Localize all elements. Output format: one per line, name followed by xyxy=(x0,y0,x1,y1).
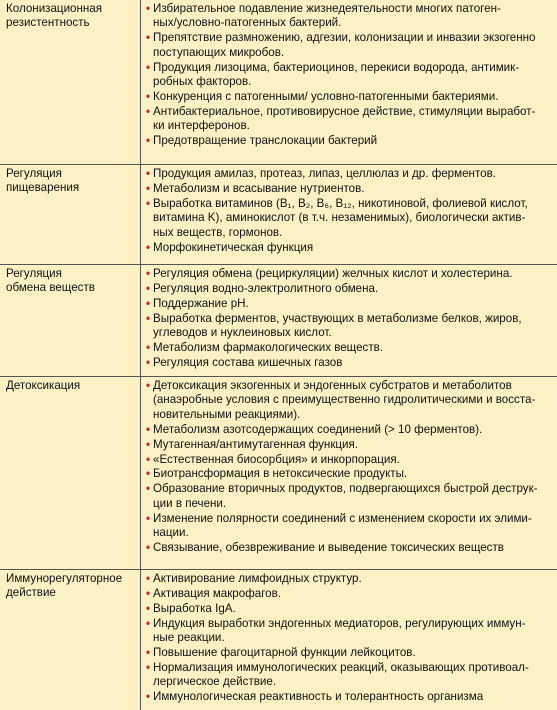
bullet-icon: • xyxy=(146,31,151,45)
bullet-icon: • xyxy=(146,616,151,630)
list-item: • Активация макрофагов. xyxy=(146,586,281,600)
column-divider xyxy=(140,570,141,710)
function-name: Колонизационная резистентность xyxy=(6,2,103,30)
bullet-icon: • xyxy=(146,267,151,280)
bullet-icon: • xyxy=(146,89,151,103)
bullet-icon: • xyxy=(146,281,151,295)
effects-list xyxy=(146,2,555,149)
bullet-icon: • xyxy=(146,586,151,600)
table-row-immunoregulatory xyxy=(0,569,557,710)
bullet-icon: • xyxy=(146,181,151,195)
bullet-icon: • xyxy=(146,422,151,436)
bullet-icon: • xyxy=(146,690,151,704)
bullet-icon: • xyxy=(146,296,151,310)
effects-list xyxy=(146,572,555,705)
list-item: • Иммунологическая реактивность и толерантность организма xyxy=(146,690,484,704)
function-name: Иммунорегуляторное действие xyxy=(6,572,123,600)
list-item: • Предотвращение транслокации бактерий xyxy=(146,134,378,148)
bullet-icon: • xyxy=(146,646,151,660)
table-row-metabolism xyxy=(0,264,557,377)
list-item: • Продукция амилаз, протеаз, липаз, целлюлаз и др. ферментов. xyxy=(146,167,496,180)
list-item: • Регуляция водно-электролитного обмена. xyxy=(146,281,379,295)
column-divider xyxy=(140,265,141,377)
list-item: • Образование вторичных продуктов, подвергающихся быстрой деструк- ции в печени. xyxy=(146,482,538,510)
bullet-icon: • xyxy=(146,467,151,481)
list-item: • Конкуренция с патогенными/ условно-патогенными бактериями. xyxy=(146,89,499,103)
column-divider xyxy=(140,377,141,570)
function-name: Регуляция пищеварения xyxy=(6,167,80,195)
list-item: • Метаболизм и всасывание нутриентов. xyxy=(146,181,365,195)
bullet-icon: • xyxy=(146,540,151,554)
list-item: • Биотрансформация в нетоксические продукты. xyxy=(146,467,408,481)
effects-list xyxy=(146,379,555,556)
bullet-icon: • xyxy=(146,437,151,451)
bullet-icon: • xyxy=(146,240,151,254)
list-item: • Продукция лизоцима, бактериоцинов, перекиси водорода, антимик- робных факторов. xyxy=(146,60,520,89)
list-item: • Избирательное подавление жизнедеятельности многих патоген- ных/условно-патогенных бактерий. xyxy=(146,2,501,30)
list-item: • Метаболизм фармакологических веществ. xyxy=(146,341,384,355)
list-item: • Выработка ферментов, участвующих в метаболизме белков, жиров, углеводов и нуклеиновых кислот. xyxy=(146,311,522,340)
bullet-icon: • xyxy=(146,379,151,392)
bullet-icon: • xyxy=(146,660,151,674)
bullet-icon: • xyxy=(146,311,151,325)
list-item: • Изменение полярности соединений с изменением скорости их элими- нации. xyxy=(146,511,532,540)
bullet-icon: • xyxy=(146,452,151,466)
list-item: • Мутагенная/антимутагенная функция. xyxy=(146,437,359,451)
list-item: • Морфокинетическая функция xyxy=(146,240,314,254)
table-row-detox xyxy=(0,376,557,570)
table-row-digestion xyxy=(0,164,557,265)
list-item: • Нормализация иммунологических реакций, оказывающих противоал- лергическое действие. xyxy=(146,660,529,689)
bullet-icon: • xyxy=(146,601,151,615)
bullet-icon: • xyxy=(146,482,151,496)
list-item: • Детоксикация экзогенных и эндогенных субстратов и метаболитов (анаэробные условия с преимущественно гидролитическими и восста- новительными реакциями). xyxy=(146,379,536,421)
bullet-icon: • xyxy=(146,60,151,74)
effects-list xyxy=(146,167,555,255)
list-item: • Регуляция обмена (рециркуляции) желчных кислот и холестерина. xyxy=(146,267,513,280)
list-item: • «Естественная биосорбция» и инкорпорация. xyxy=(146,452,400,466)
function-name: Детоксикация xyxy=(6,379,81,392)
list-item: • Выработка витаминов (B₁, B₂, B₆, B₁₂, никотиновой, фолиевой кислот, витамина K), аминокислот (в т.ч. незаменимых), биологически актив- ных веществ, гормонов. xyxy=(146,196,528,239)
bullet-icon: • xyxy=(146,2,151,15)
bullet-icon: • xyxy=(146,511,151,525)
list-item: • Активирование лимфоидных структур. xyxy=(146,572,362,585)
function-name: Регуляция обмена веществ xyxy=(6,267,95,295)
list-item: • Препятствие размножению, адгезии, колонизации и инвазии экзогенно поступающих микробов. xyxy=(146,31,536,59)
list-item: • Антибактериальное, противовирусное действие, стимуляции выработ- ки интерферонов. xyxy=(146,104,536,133)
list-item: • Связывание, обезвреживание и выведение токсических веществ xyxy=(146,540,504,554)
list-item: • Регуляция состава кишечных газов xyxy=(146,355,343,369)
list-item: • Индукция выработки эндогенных медиаторов, регулирующих иммун- ные реакции. xyxy=(146,616,526,645)
bullet-icon: • xyxy=(146,134,151,148)
bullet-icon: • xyxy=(146,104,151,118)
effects-list xyxy=(146,267,555,371)
list-item: • Повышение фагоцитарной функции лейкоцитов. xyxy=(146,646,416,660)
bullet-icon: • xyxy=(146,355,151,369)
table-row-colonization xyxy=(0,0,557,164)
column-divider xyxy=(140,165,141,265)
list-item: • Выработка IgA. xyxy=(146,601,236,615)
bullet-icon: • xyxy=(146,196,151,210)
list-item: • Поддержание pH. xyxy=(146,296,249,310)
bullet-icon: • xyxy=(146,572,151,585)
column-divider xyxy=(140,0,141,164)
list-item: • Метаболизм азотсодержащих соединений (> 10 ферментов). xyxy=(146,422,483,436)
bullet-icon: • xyxy=(146,341,151,355)
bullet-icon: • xyxy=(146,167,151,180)
